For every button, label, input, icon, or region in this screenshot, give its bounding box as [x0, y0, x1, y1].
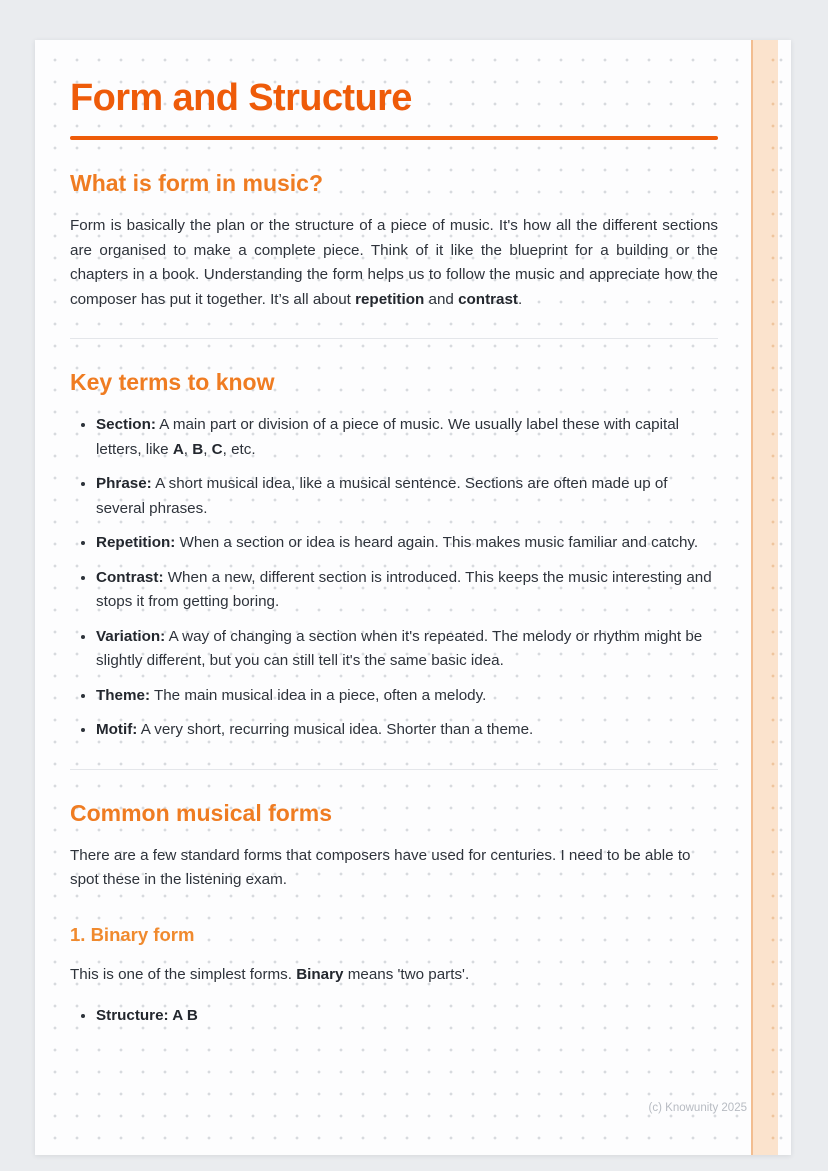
binary-form-paragraph [70, 963, 718, 988]
term-label: Motif: [96, 721, 138, 738]
term-definition: A main part or division of a piece of music. We usually label these with capital letters, like [96, 416, 680, 458]
key-term-section [96, 413, 718, 462]
section-heading-key-terms: Key terms to know [70, 369, 275, 395]
key-term-theme [96, 684, 718, 709]
key-term-phrase [96, 472, 718, 521]
section-divider-1 [70, 338, 718, 339]
term-definition: A way of changing a section when it's repeated. The melody or rhythm might be slightly different, but you can still tell it's the same basic idea. [96, 627, 703, 669]
key-term-motif [96, 718, 718, 743]
term-definition: When a new, different section is introduced. This keeps the music interesting and stops it from getting boring. [96, 568, 712, 610]
term-label: Contrast: [96, 568, 164, 586]
term-bold-a: A [172, 440, 184, 458]
binary-text-1: This is one of the simplest forms. [70, 965, 297, 983]
structure-label: Structure: A B [96, 1007, 198, 1024]
section-heading-common-forms: Common musical forms [70, 799, 332, 826]
binary-structure-item [96, 1004, 718, 1029]
subsection-heading-binary-form: 1. Binary form [70, 923, 195, 945]
term-bold-c: C [211, 440, 223, 458]
intro-bold-contrast: contrast [458, 290, 518, 308]
copyright-notice: (c) Knowunity 2025 [648, 1102, 747, 1114]
term-label: Section: [96, 416, 156, 433]
key-terms-list [70, 413, 718, 743]
key-term-variation [96, 625, 718, 674]
page-title: Form and Structure [70, 77, 412, 119]
section-divider-2 [70, 769, 718, 770]
term-definition: A short musical idea, like a musical sentence. Sections are often made up of several phrases. [96, 475, 668, 517]
section-heading-what-is-form: What is form in music? [70, 170, 324, 196]
binary-text-2: means 'two parts'. [343, 965, 470, 983]
term-definition: , etc. [222, 440, 256, 458]
key-term-contrast [96, 566, 718, 615]
term-definition: , [183, 440, 193, 458]
term-label: Variation: [96, 627, 166, 645]
term-label: Theme: [96, 686, 151, 704]
common-forms-paragraph: There are a few standard forms that composers have used for centuries. I need to be able to spot these in the listening exam. [70, 846, 691, 888]
term-definition: When a section or idea is heard again. This makes music familiar and catchy. [175, 534, 699, 551]
term-bold-b: B [192, 440, 204, 458]
term-label: Phrase: [96, 475, 152, 492]
intro-paragraph [70, 214, 718, 312]
document-content [35, 40, 791, 1029]
intro-text-1: Form is basically the plan or the structure of a piece of music. It's how all the different sections are organised to make a complete piece. Think of it like the blueprint for a building or the chapters in a book. Understanding the form helps us to follow the music and appreciate how the composer has put it together. It’s all about [70, 217, 718, 308]
title-divider [70, 136, 718, 140]
intro-text-2: and [424, 290, 459, 308]
term-definition: The main musical idea in a piece, often a melody. [150, 686, 487, 704]
term-label: Repetition: [96, 534, 176, 551]
document-page [35, 40, 791, 1155]
intro-bold-repetition: repetition [355, 290, 425, 308]
term-definition: A very short, recurring musical idea. Shorter than a theme. [137, 721, 534, 738]
intro-text-3: . [517, 290, 523, 308]
binary-bold: Binary [296, 965, 344, 983]
key-term-repetition [96, 531, 718, 556]
binary-structure-list [70, 1004, 718, 1029]
term-definition: , [203, 440, 212, 458]
